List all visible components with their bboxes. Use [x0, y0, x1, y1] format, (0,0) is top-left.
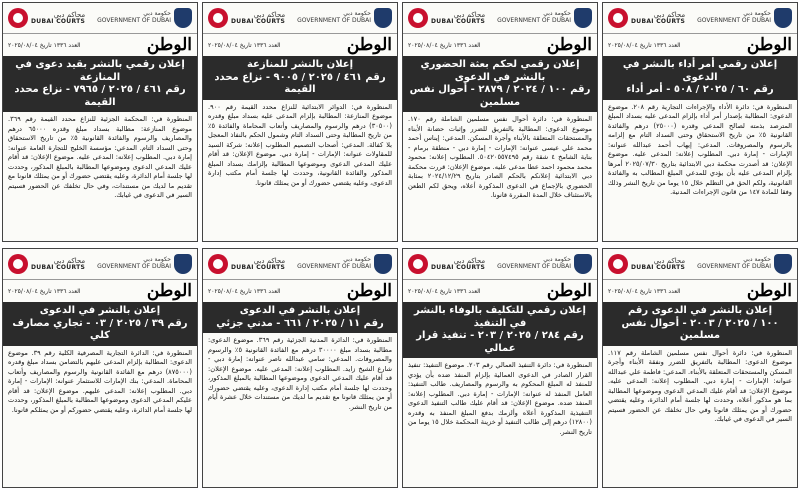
court-name-en: DUBAI COURTS — [231, 263, 286, 271]
dubai-emblem-icon — [574, 8, 592, 28]
issue-date: العدد ١٣٣٦ تاريخ ٢٠٢٥/٠٨/٠٤ — [8, 287, 81, 295]
court-name-ar: محاكم دبي — [253, 256, 286, 265]
notice-card — [202, 2, 398, 242]
dubai-courts-logo — [608, 8, 685, 28]
notice-header — [603, 3, 797, 34]
notice-body: المنظورة في: دائرة الأداء والإجراءات التجارية رقم ٢٠٨. موضوع الدعوى: المطالبة بإصدار أمر أداء بإلزام المدعى عليه بسداد المبلغ المترصد بذمته لصالح المدعي وقدره (٢٥٠٠٠) درهم والفائدة القانونية ٥٪ من تاريخ الاستحقاق وحتى السداد التام مع إلزامه بالرسوم والمصروفات. المدعي: إيهاب أحمد عبدالله عنوانه: الإمارات - إمارة دبي. المطلوب إعلانه: المدعى عليه. موضوع الإعلان: قد أصدرت محكمة دبي الابتدائية بتاريخ ٢٠٢٥/٠٧/٣٠ أمرها بإلزام المدعى عليه بأن يؤدي للمدعي المبلغ المطالب به والفائدة القانونية، ولكم الحق في التظلم خلال ١٥ يوما من تاريخ النشر وذلك وفقا للمادة ١٤٧ من قانون الإجراءات المدنية. — [608, 102, 793, 197]
dubai-emblem-icon — [774, 8, 792, 28]
notice-title-line1: إعلان رقمي للتكليف بالوفاء بالنشر في التنفيذ — [414, 305, 586, 329]
gov-name-ar: حكومة دبي — [743, 256, 771, 264]
dubai-courts-logo — [208, 8, 285, 28]
notice-card — [2, 248, 198, 488]
gov-name-en: GOVERNMENT OF DUBAI — [297, 17, 371, 24]
notice-header — [403, 249, 597, 280]
government-of-dubai-logo — [297, 254, 392, 274]
notice-title — [403, 302, 597, 358]
notice-title-line1: إعلان بالنشر للمنازعة — [246, 59, 354, 70]
issue-date: العدد ١٣٣٦ تاريخ ٢٠٢٥/٠٨/٠٤ — [608, 287, 681, 295]
court-name-en: DUBAI COURTS — [631, 263, 686, 271]
dubai-courts-logo — [8, 254, 85, 274]
notice-title-line2: رقم ٤٦١ / ٢٠٢٥ / ٧٩٦٥ - نزاع محدد القيمة — [14, 84, 186, 108]
court-name-en: DUBAI COURTS — [31, 263, 86, 271]
government-of-dubai-logo — [697, 254, 792, 274]
newspaper-name: الوطن — [146, 281, 192, 301]
notice-body: المنظورة في: دائرة أحوال نفس مسلمين الشاملة رقم ١١٧. موضوع الدعوى: المطالبة بالتفريق للضرر ونفقة الأبناء وأجرة المسكن والمستحقات المتعلقة بالأبناء. المدعي: فاطمة علي عبدالله عنوانه: الإمارات - إمارة دبي. المطلوب إعلانه: المدعى عليه. موضوع الإعلان: قد أقام عليك المدعي الدعوى وموضوعها المطالبة بما هو مذكور أعلاه، وحددت لها جلسة أمام الدائرة، وعليه يقتضي حضورك أو من يمثلك قانونا وفي حال تخلفك عن الحضور فسيتم السير في الدعوى في غيابك. — [608, 348, 792, 424]
gov-name-en: GOVERNMENT OF DUBAI — [297, 263, 371, 270]
dubai-courts-emblem-icon — [208, 8, 228, 28]
notice-card — [402, 248, 598, 488]
notice-body: المنظورة في: المحكمة الجزئية للنزاع محدد القيمة رقم ٣٦٩. موضوع المنازعة: مطالبة بسداد مبلغ وقدره ٦٥٠٠٠ درهم والمصاريف والرسوم والفائدة القانونية ٥٪ من تاريخ الاستحقاق وحتى السداد التام. المدعي: مؤسسة الخليج للتجارة العامة عنوانه: إمارة دبي. المطلوب إعلانه: المدعى عليه. موضوع الإعلان: قد أقام عليك المدعي الدعوى وموضوعها المطالبة بالمبلغ المذكور، وحددت لها جلسة أمام الدائرة، وعليه يقتضي حضورك أو من يمثلك قانونا مع تقديم ما لديك من مستندات، وفي حال تخلفك عن الحضور فسيتم السير في الدعوى في غيابك. — [8, 115, 192, 200]
dubai-courts-logo — [408, 254, 485, 274]
court-name-ar: محاكم دبي — [253, 10, 286, 19]
dubai-courts-emblem-icon — [8, 8, 28, 28]
gov-name-en: GOVERNMENT OF DUBAI — [497, 263, 571, 270]
notice-title — [3, 56, 197, 112]
notice-card — [602, 2, 798, 242]
gov-name-ar: حكومة دبي — [343, 10, 371, 18]
court-name-en: DUBAI COURTS — [431, 17, 486, 25]
issue-date: العدد ١٣٣٦ تاريخ ٢٠٢٥/٠٨/٠٤ — [8, 41, 81, 49]
notice-title — [203, 56, 397, 100]
dubai-emblem-icon — [374, 254, 392, 274]
dubai-emblem-icon — [174, 254, 192, 274]
notice-header — [603, 249, 797, 280]
court-name-ar: محاكم دبي — [53, 10, 86, 19]
notice-header — [203, 3, 397, 34]
notice-title-line2: رقم ٦٠ / ٢٠٢٥ / ٥٠٨ - أمر أداء — [626, 84, 774, 95]
dubai-courts-logo — [208, 254, 285, 274]
notice-header — [3, 3, 197, 34]
newspaper-name: الوطن — [746, 35, 792, 55]
government-of-dubai-logo — [697, 8, 792, 28]
court-name-ar: محاكم دبي — [53, 256, 86, 265]
notice-card — [402, 2, 598, 242]
government-of-dubai-logo — [97, 8, 192, 28]
notice-header — [3, 249, 197, 280]
newspaper-name: الوطن — [546, 35, 592, 55]
gov-name-ar: حكومة دبي — [543, 256, 571, 264]
notice-header — [403, 3, 597, 34]
dubai-courts-logo — [408, 8, 485, 28]
notice-body: المنظورة في: الدائرة التجارية المصرفية الكلية رقم ٣٩. موضوع الدعوى: المطالبة بإلزام المدعى عليهم بالتضامن بسداد مبلغ وقدره (٨٧٥٠٠٠) درهم مع الفائدة القانونية والرسوم والمصاريف وأتعاب المحاماة. المدعي: بنك الإمارات للاستثمار عنوانه: الإمارات - إمارة دبي. المطلوب إعلانه: المدعى عليهم. موضوع الإعلان: قد أقام عليكم المدعي الدعوى وموضوعها المطالبة بالمبلغ المذكور، وحددت لها جلسة أمام الدائرة، وعليه يقتضي حضوركم أو من يمثلكم قانونا. — [8, 348, 192, 414]
notice-title-line1: إعلان رقمي بالنشر بقيد دعوى في المنازعة — [15, 59, 185, 83]
notice-header — [203, 249, 397, 280]
notice-title-line1: إعلان بالنشر في الدعوى — [39, 305, 161, 316]
notice-title — [603, 56, 797, 100]
notice-title — [203, 302, 397, 333]
notice-title-line2: رقم ١٠٠ / ٢٠٢٤ / ٢٨٧٩ - أحوال نفس مسلمين — [409, 84, 591, 108]
issue-date: العدد ١٣٣٦ تاريخ ٢٠٢٥/٠٨/٠٤ — [208, 287, 281, 295]
notice-body: المنظورة في: دائرة التنفيذ العمالي رقم ٢٠٣. موضوع التنفيذ: تنفيذ القرار الصادر في الدعوى العمالية بإلزام المنفذ ضده بأن يؤدي للمنفذ له المبلغ المحكوم به والرسوم والمصاريف. طالب التنفيذ: العامل المنفذ له عنوانه: الإمارات - إمارة دبي. المطلوب إعلانه: المنفذ ضده. موضوع الإعلان: قد أقام عليك طالب التنفيذ الدعوى التنفيذية المذكورة أعلاه وألزمك بدفع المبلغ المنفذ به وقدره (١٢٨٠٠) درهم إلى طالب التنفيذ أو خزينة المحكمة خلال ١٥ يوما من تاريخ النشر. — [408, 361, 592, 436]
dubai-courts-emblem-icon — [608, 254, 628, 274]
court-name-ar: محاكم دبي — [453, 10, 486, 19]
gov-name-en: GOVERNMENT OF DUBAI — [97, 263, 171, 270]
dubai-emblem-icon — [174, 8, 192, 28]
issue-date: العدد ١٣٣٦ تاريخ ٢٠٢٥/٠٨/٠٤ — [408, 41, 481, 49]
issue-date: العدد ١٣٣٦ تاريخ ٢٠٢٥/٠٨/٠٤ — [408, 287, 481, 295]
newspaper-name: الوطن — [146, 35, 192, 55]
issue-date: العدد ١٣٣٦ تاريخ ٢٠٢٥/٠٨/٠٤ — [608, 41, 681, 49]
notice-title-line2: رقم ٣٩ / ٢٠٢٥ / ٠٣ - تجاري مصارف كلي — [12, 317, 188, 341]
notice-title — [403, 56, 597, 112]
notice-title-line2: رقم ٤٦١ / ٢٠٢٥ / ٩٠٠٥ - نزاع محدد القيمة — [214, 71, 386, 95]
government-of-dubai-logo — [497, 8, 592, 28]
court-name-en: DUBAI COURTS — [431, 263, 486, 271]
government-of-dubai-logo — [497, 254, 592, 274]
newspaper-name: الوطن — [746, 281, 792, 301]
court-name-ar: محاكم دبي — [453, 256, 486, 265]
dubai-courts-logo — [8, 8, 85, 28]
notice-title-line1: إعلان بالنشر في الدعوى — [239, 305, 361, 316]
notice-title — [3, 302, 197, 346]
gov-name-ar: حكومة دبي — [143, 256, 171, 264]
court-name-en: DUBAI COURTS — [231, 17, 286, 25]
gov-name-en: GOVERNMENT OF DUBAI — [697, 17, 771, 24]
court-name-ar: محاكم دبي — [653, 256, 686, 265]
notice-card — [602, 248, 798, 488]
notice-body: المنظورة في: الدوائر الابتدائية للنزاع محدد القيمة رقم ٩٠٠. موضوع المنازعة: المطالبة بإلزام المدعى عليه بسداد مبلغ وقدره (٣٠٥٠٠) درهم والرسوم والمصاريف وأتعاب المحاماة والفائدة ٥٪ من تاريخ المطالبة وحتى السداد التام وشمول الحكم بالنفاذ المعجل بلا كفالة. المدعي: أصحاب التصميم المطلوب إعلانه: شركة السيد للمقاولات عنوانه: الإمارات - إمارة دبي. موضوع الإعلان: قد أقام عليك المدعي الدعوى وموضوعها المطالبة بإلزامك بسداد المبلغ المذكور والفائدة القانونية، وحددت لها جلسة أمام مكتب إدارة الدعوى، وعليه يقتضي حضورك أو من يمثلك قانونا. — [208, 102, 392, 187]
notice-title-line1: إعلان رقمي لحكم بعثة الحضوري بالنشر في الدعوى — [420, 59, 580, 83]
government-of-dubai-logo — [97, 254, 192, 274]
notice-card — [2, 2, 198, 242]
court-name-en: DUBAI COURTS — [631, 17, 686, 25]
notice-body: المنظورة في: دائرة أحوال نفس مسلمين الشاملة رقم ١٧٠. موضوع الدعوى: المطالبة بالتفريق للضرر وإثبات حضانة الأبناء والمستحقات المتعلقة بالأبناء وأجرة المسكن. المدعي: إيناس أحمد محمد علي عيسى عنوانه: الإمارات - إمارة دبي - منطقة برمام - بناية الشامخ ٤ شقة رقم ٥٠٤٢٠٥٥٧٤٩٥. المطلوب إعلانه: محمود محمد محمود احمد عطا مدعى عليه. موضوع الإعلان: قررت محكمة دبي الابتدائية إعلانكم بالحكم الصادر بتاريخ ٢٠٢٤/١٢/٢٩ بمثابة الحضوري بالإجماع في الدعوى المذكورة أعلاه، ويحق لكم الطعن بالاستئناف خلال المدة المقررة قانونا. — [408, 115, 592, 200]
dubai-emblem-icon — [574, 254, 592, 274]
notice-title-line2: ١٠٠ / ٢٠٢٥ / ٢٠٠٣ - أحوال نفس مسلمين — [621, 317, 779, 341]
notice-body: المنظورة في: الدائرة المدنية الجزئية رقم ٣٦٩. موضوع الدعوى: مطالبة بسداد مبلغ ٣٠٠٠٠ درهم مع الفائدة القانونية ٥٪ والرسوم والمصروفات. المدعي: سامي عبدالله ناصر عنوانه: إمارة دبي - شارع الشيخ زايد. المطلوب إعلانه: المدعى عليه. موضوع الإعلان: قد أقام عليك المدعي الدعوى وموضوعها المطالبة بالمبلغ المذكور، وحددت لها جلسة أمام مكتب إدارة الدعوى، وعليه يقتضي حضورك أو من يمثلك قانونا مع تقديم ما لديك من مستندات خلال عشرة أيام من تاريخ النشر. — [208, 336, 392, 411]
gov-name-ar: حكومة دبي — [743, 10, 771, 18]
gov-name-ar: حكومة دبي — [543, 10, 571, 18]
gov-name-en: GOVERNMENT OF DUBAI — [97, 17, 171, 24]
issue-date: العدد ١٣٣٦ تاريخ ٢٠٢٥/٠٨/٠٤ — [208, 41, 281, 49]
dubai-emblem-icon — [374, 8, 392, 28]
gov-name-ar: حكومة دبي — [343, 256, 371, 264]
dubai-courts-logo — [608, 254, 685, 274]
newspaper-name: الوطن — [346, 281, 392, 301]
dubai-courts-emblem-icon — [608, 8, 628, 28]
dubai-courts-emblem-icon — [208, 254, 228, 274]
court-name-ar: محاكم دبي — [653, 10, 686, 19]
newspaper-name: الوطن — [546, 281, 592, 301]
gov-name-ar: حكومة دبي — [143, 10, 171, 18]
gov-name-en: GOVERNMENT OF DUBAI — [497, 17, 571, 24]
government-of-dubai-logo — [297, 8, 392, 28]
notice-title-line2: رقم ٢٨٤ / ٢٠٢٥ / ٢٠٣ - تنفيذ قرار عمالي — [416, 330, 584, 354]
newspaper-name: الوطن — [346, 35, 392, 55]
notice-title-line2: رقم ١١ / ٢٠٢٥ / ٦٦١ - مدني جزئي — [216, 317, 384, 329]
notice-title — [603, 302, 797, 346]
gov-name-en: GOVERNMENT OF DUBAI — [697, 263, 771, 270]
dubai-emblem-icon — [774, 254, 792, 274]
notice-title-line1: إعلان رقمي أمر أداء بالنشر في الدعوى — [622, 59, 778, 83]
notice-card — [202, 248, 398, 488]
dubai-courts-emblem-icon — [408, 254, 428, 274]
dubai-courts-emblem-icon — [408, 8, 428, 28]
dubai-courts-emblem-icon — [8, 254, 28, 274]
notice-title-line1: إعلان بالنشر في الدعوى رقم — [627, 305, 773, 316]
court-name-en: DUBAI COURTS — [31, 17, 86, 25]
